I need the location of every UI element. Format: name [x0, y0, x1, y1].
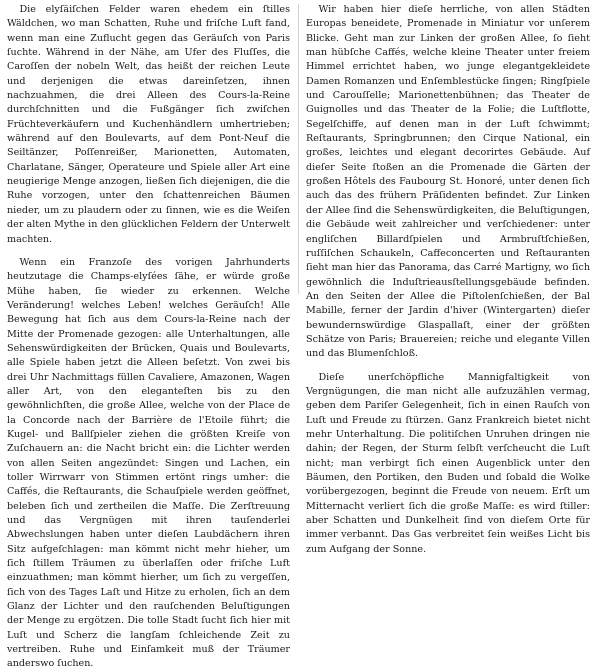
paragraph: Die elyſäiſchen Felder waren ehedem ein ſtilles Wäldchen, wo man Schatten, Ruhe und friſche Luft fand, wenn man eine Zuflucht gegen das Geräuſch von Paris ſuchte. Während in der Nähe, am Ufer des Fluſſes, die Caroſſen der nobeln Welt, das heißt der reichen Leute und derjenigen die etwas dareinſetzen, ihnen nachzuahmen, die drei Alleen des Cours-la-Reine durchſchnitten und die Fußgänger ſich zwiſchen Früchteverkäufern und Kuchenhändlern umhertrieben; während auf den Boulevarts, auf dem Pont-Neuf die Seiltänzer, Poſſenreißer, Marionetten, Automaten, Charlatane, Sänger, Operateure und Spiele aller Art eine neugierige Menge anzogen, ließen ſich diejenigen, die die Ruhe vorzogen, unter den ſchattenreichen Bäumen nieder, um zu plaudern oder zu ſinnen, wie es die Weiſen der alten Mythe in den glücklichen Feldern der Unterwelt machten.: [7, 4, 290, 245]
paragraph: Wir haben hier dieſe herrliche, von allen Städten Europas beneidete, Promenade in Miniatur vor unſerem Blicke. Geht man zur Linken der großen Allee, ſo ſieht man hübſche Caffés, welche kleine Theater unter freiem Himmel errichtet haben, wo junge elegantgekleidete Damen Romanzen und Enſemblestücke ſingen; Ringſpiele und Carouſſelle; Marionettenbühnen; das Theater de Guignolles und das Theater de la Folie; die Luſtflotte, Segelſchiffe, auf denen man in der Luft ſchwimmt; Reſtaurants, Springbrunnen; den Cirque National, ein großes, leichtes und elegant decorirtes Gebäude. Auf dieſer Seite ſtoßen an die Promenade die Gärten der großen Hôtels des Faubourg St. Honoré, unter denen ſich auch das des frühern Präſidenten befindet. Zur Linken der Allee ſind die Sehenswürdigkeiten, die Beluſtigungen, die Gebäude weit zahlreicher und verſchiedener: unter engliſchen Billardſpielen und Armbruſtſchießen, ruſſiſchen Schaukeln, Caffeconcerten und Reſtauranten ſieht man hier das Panorama, das Carré Martigny, wo ſich gewöhnlich die Induſtrieausſtellungsgebäude befinden. An den Seiten der Allee die Piſtolenſchießen, der Bal Mabille, ferner der Jardin d'hiver (Wintergarten) dieſer bewundernswürdige Glaspallaſt, einer der größten Schätze von Paris; Brauereien; reiche und elegante Villen und das Blumenſchloß.: [306, 4, 590, 360]
right-column: [306, 3, 590, 557]
paragraph: Wenn ein Franzoſe des vorigen Jahrhunderts heutzutage die Champs-elyſées ſähe, er würde große Mühe haben, ſie wieder zu erkennen. Welche Veränderung! welches Leben! welches Geräuſch! Alle Bewegung hat ſich aus dem Cours-la-Reine nach der Mitte der Promenade gezogen: alle Unterhaltungen, alle Sehenswürdigkeiten der Brücken, Quais und Boulevarts, alle Spiele haben jetzt die Alleen beſetzt. Von zwei bis drei Uhr Nachmittags füllen Cavaliere, Amazonen, Wagen aller Art, von den eleganteſten bis zu den gewöhnlichſten, die große Allee, welche von der Place de la Concorde nach der Barrière de l'Etoile führt; die Kugel- und Ballſpieler ziehen die größten Kreiſe von Zuſchauern an: die Nacht bricht ein: die Lichter werden von allen Seiten angezündet: Singen und Lachen, ein toller Wirrwarr von Stimmen ertönt rings umher: die Caffés, die Reſtaurants, die Schauſpiele werden geöffnet, beleben ſich und zertheilen die Maſſe. Die Zerſtreuung und das Vergnügen mit ihren tauſenderlei Abwechslungen haben unter dieſen Laubdächern ihren Sitz aufgeſchlagen: man kömmt nicht mehr hieher, um ſich ſtillem Träumen zu überlaſſen oder friſche Luft einzuathmen; man kömmt hierher, um ſich zu vergeſſen, ſich von des Tages Laſt und Hitze zu erholen, ſich an dem Glanz der Lichter und den rauſchenden Beluſtigungen der Menge zu ergötzen. Die tolle Stadt ſucht ſich hier mit Luſt und Scherz die langſam ſchleichende Zeit zu vertreiben. Ruhe und Einſamkeit muß der Träumer anderswo ſuchen.: [7, 256, 290, 670]
left-column: [7, 3, 290, 672]
column-divider: [298, 4, 299, 294]
paragraph: Dieſe unerſchöpfliche Mannigfaltigkeit von Vergnügungen, die man nicht alle aufzuzählen vermag, geben dem Pariſer Gelegenheit, ſich in einen Rauſch von Luſt und Freude zu ſtürzen. Ganz Frankreich bietet nicht mehr Unterhaltung. Die politiſchen Unruhen dringen nie dahin; der Regen, der Sturm ſelbſt verſcheucht die Luſt nicht; man verbirgt ſich einen Augenblick unter den Bäumen, den Portiken, den Buden und ſobald die Wolke vorübergezogen, beginnt die Freude von neuem. Erſt um Mitternacht verliert ſich die große Maſſe: es wird ſtiller: aber Schatten und Dunkelheit ſind von dieſem Orte für immer verbannt. Das Gas verbreitet ſein weißes Licht bis zum Aufgang der Sonne.: [306, 371, 590, 555]
